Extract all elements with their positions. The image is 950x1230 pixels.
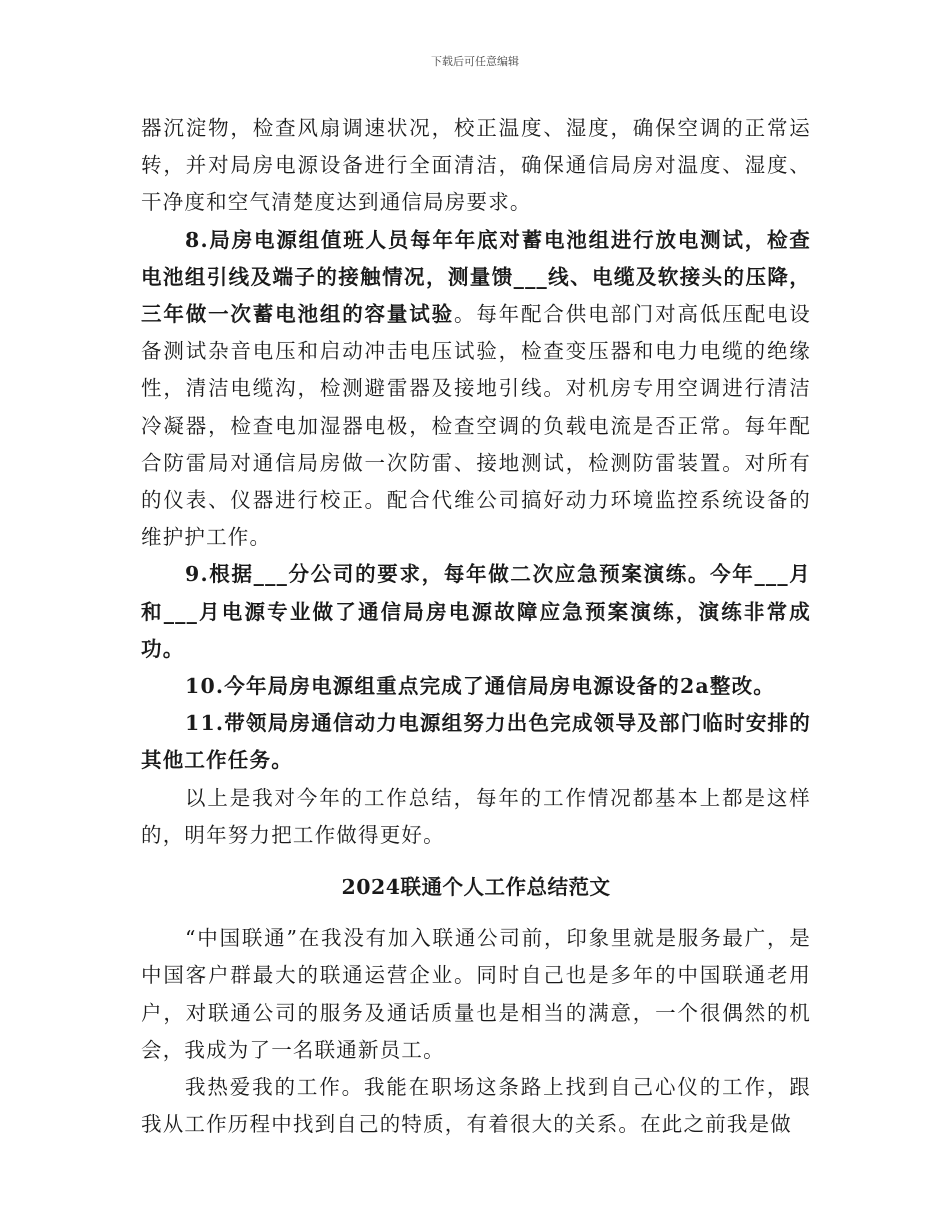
paragraph-continued: 器沉淀物，检查风扇调速状况，校正温度、湿度，确保空调的正常运转，并对局房电源设备进行全面清洁，确保通信局房对温度、湿度、干净度和空气清楚度达到通信局房要求。 [141,116,811,215]
paragraph-intro: “中国联通”在我没有加入联通公司前，印象里就是服务最广，是中国客户群最大的联通运营企业。同时自己也是多年的中国联通老用户，对联通公司的服务及通话质量也是相当的满意，一个很偶然的机会，我成为了一名联通新员工。 [141,926,811,1062]
paragraph-summary: 以上是我对今年的工作总结，每年的工作情况都基本上都是这样的，明年努力把工作做得更好。 [141,785,811,847]
document-body [141,110,811,1143]
page-header: 下载后可任意编辑 [431,55,519,68]
item-8-text: 。每年配合供电部门对高低压配电设备测试杂音电压和启动冲击电压试验，检查变压器和电力电缆的绝缘性，清洁电缆沟，检测避雷器及接地引线。对机房专用空调进行清洁冷凝器，检查电加湿器电极，检查空调的负载电流是否正常。每年配合防雷局对通信局房做一次防雷、接地测试，检测防雷装置。对所有的仪表、仪器进行校正。配合代维公司搞好动力环境监控系统设备的维护护工作。 [141,302,811,550]
paragraph-item-11: 11.带领局房通信动力电源组努力出色完成领导及部门临时安排的其他工作任务。 [141,711,811,773]
item-8-bold-text: 8.局房电源组值班人员每年年底对蓄电池组进行放电测试，检查电池组引线及端子的接触情况，测量馈___线、电缆及软接头的压降，三年做一次蓄电池组的容量试验 [141,227,811,327]
section-title: 2024联通个人工作总结范文 [341,875,611,900]
paragraph-item-9: 9.根据___分公司的要求，每年做二次应急预案演练。今年___月和___月电源专业做了通信局房电源故障应急预案演练，演练非常成功。 [141,562,811,661]
paragraph-item-8 [141,222,811,557]
paragraph-item-10: 10.今年局房电源组重点完成了通信局房电源设备的2a整改。 [185,674,776,699]
paragraph-work: 我热爱我的工作。我能在职场这条路上找到自己心仪的工作，跟我从工作历程中找到自己的特质，有着很大的关系。在此之前我是做 [141,1075,811,1137]
